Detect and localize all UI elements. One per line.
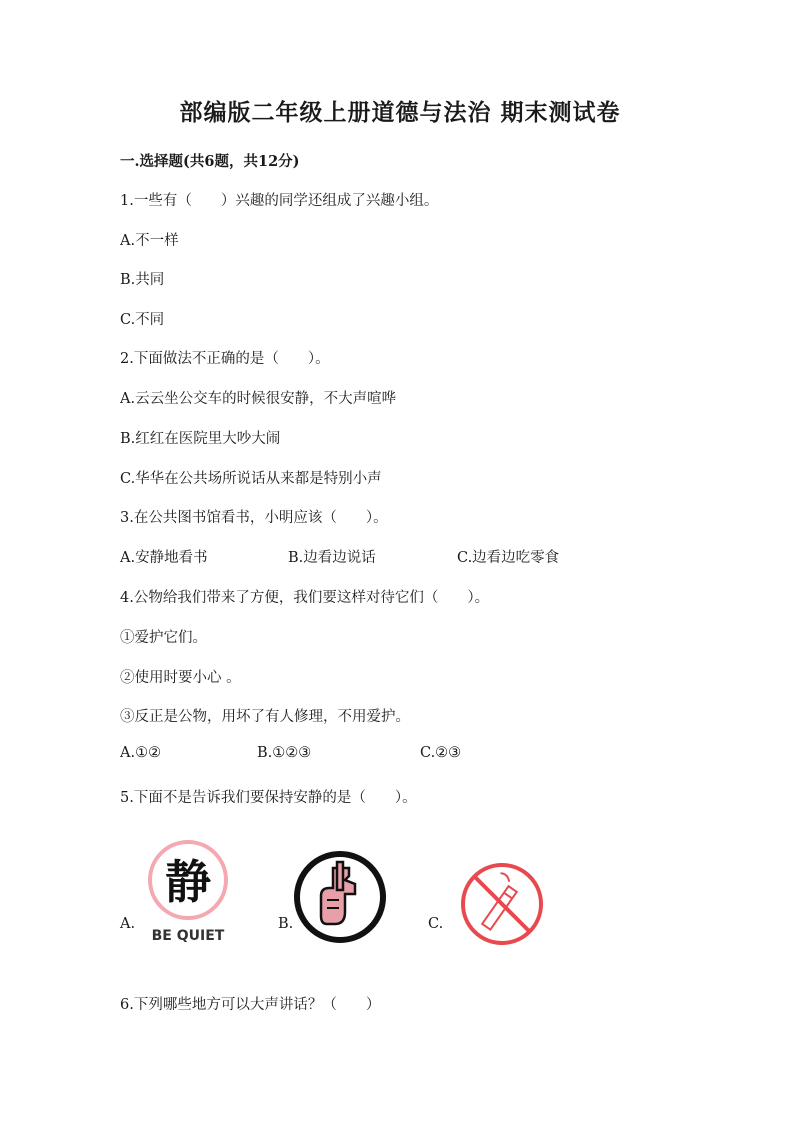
question-4-option-b: B.①②③	[257, 745, 312, 761]
question-3-stem: 3.在公共图书馆看书，小明应该（ ）。	[120, 510, 388, 526]
question-6-stem: 6.下列哪些地方可以大声讲话？（ ）	[120, 997, 381, 1013]
no-smoking-sign-icon	[458, 860, 546, 952]
question-3-option-b: B.边看边说话	[288, 550, 376, 566]
question-3-option-a: A.安静地看书	[120, 550, 208, 566]
question-1-option-b: B.共同	[120, 272, 165, 288]
question-4-statement-3: ③反正是公物，用坏了有人修理，不用爱护。	[120, 709, 410, 725]
be-quiet-sign-icon	[142, 838, 234, 952]
question-5-stem: 5.下面不是告诉我们要保持安静的是（ ）。	[120, 790, 417, 806]
question-4-option-c: C.②③	[420, 745, 462, 761]
question-3-option-c: C.边看边吃零食	[457, 550, 560, 566]
silence-finger-sign-icon	[293, 850, 387, 948]
question-1-stem: 1.一些有（ ）兴趣的同学还组成了兴趣小组。	[120, 193, 439, 209]
question-2-stem: 2.下面做法不正确的是（ ）。	[120, 351, 330, 367]
question-2-option-c: C.华华在公共场所说话从来都是特别小声	[120, 471, 382, 487]
page-title: 部编版二年级上册道德与法治 期末测试卷	[179, 99, 621, 126]
question-5-option-b-label: B.	[278, 916, 294, 932]
question-4-option-a: A.①②	[120, 745, 162, 761]
be-quiet-sign-text: BE QUIET	[151, 928, 225, 944]
question-5-option-a-label: A.	[120, 916, 136, 932]
question-2-option-a: A.云云坐公交车的时候很安静，不大声喧哗	[120, 391, 397, 407]
question-5-option-c-label: C.	[428, 916, 444, 932]
section-heading: 一.选择题(共6题，共12分)	[120, 153, 300, 170]
question-4-statement-2: ②使用时要小心 。	[120, 670, 241, 686]
question-4-stem: 4.公物给我们带来了方便，我们要这样对待它们（ ）。	[120, 590, 490, 606]
question-4-statement-1: ①爱护它们。	[120, 630, 207, 646]
question-1-option-c: C.不同	[120, 312, 165, 328]
be-quiet-sign-char: 静	[165, 855, 211, 909]
question-1-option-a: A.不一样	[120, 233, 179, 249]
question-2-option-b: B.红红在医院里大吵大闹	[120, 431, 281, 447]
